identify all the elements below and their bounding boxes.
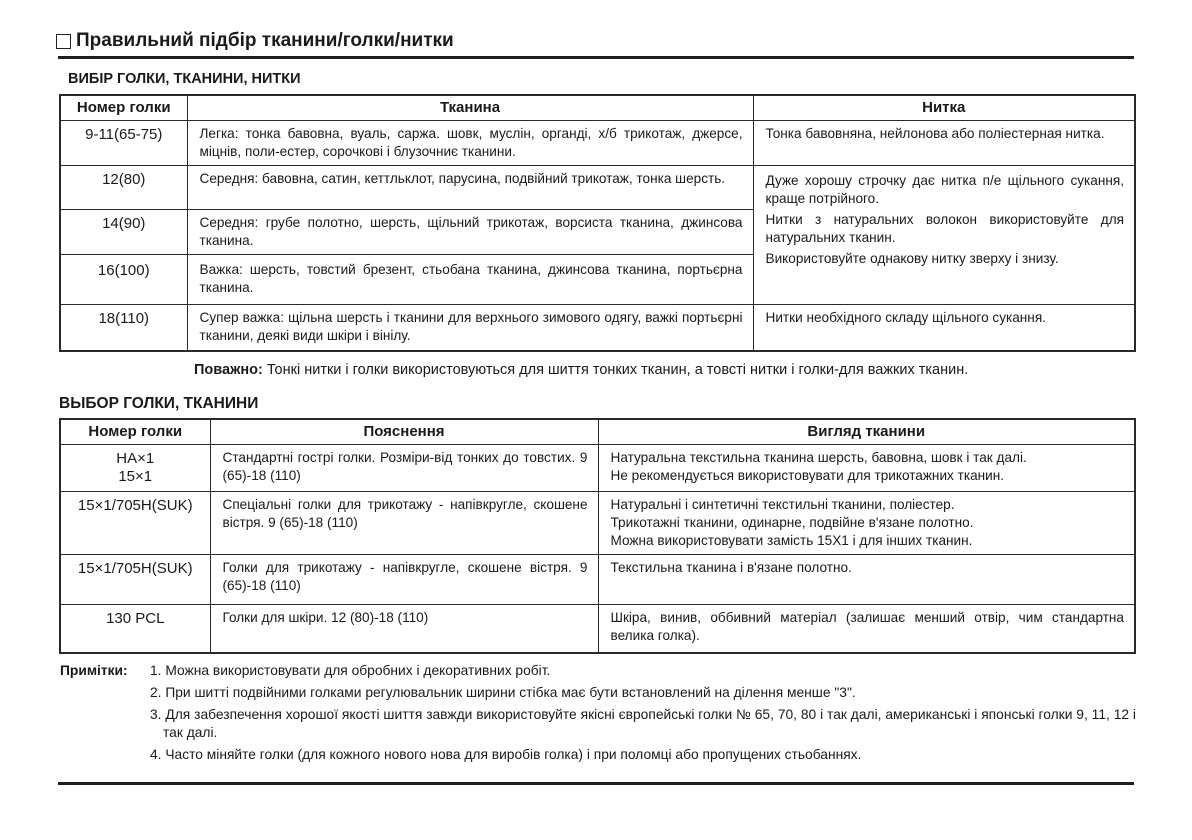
column-header-needle: Номер голки — [60, 419, 210, 445]
fabric-type — [598, 445, 1135, 492]
section1-heading: ВИБІР ГОЛКИ, ТКАНИНИ, НИТКИ — [68, 71, 301, 87]
needle-number: 12(80) — [60, 166, 187, 210]
fabric-line: Натуральні і синтетичні текстильні тканини, поліестер. — [610, 497, 955, 512]
fabric-line: Не рекомендується використовувати для трикотажних тканин. — [610, 468, 1005, 483]
table-row — [60, 492, 1135, 555]
fabric-description: Легка: тонка бавовна, вуаль, саржа. шовк, муслін, органді, х/б трикотаж, джерсе, міцнів, поли-естер, сорочкові і блузочниє тканини. — [187, 121, 753, 166]
section2-heading: ВЫБОР ГОЛКИ, ТКАНИНИ — [59, 395, 259, 412]
needle-number: 15×1/705H(SUK) — [60, 555, 210, 605]
title-divider — [58, 56, 1134, 59]
column-header-needle: Номер голки — [60, 95, 187, 121]
needle-explanation-table — [59, 418, 1136, 654]
note-item: 1. Можна використовувати для обробних і декоративних робіт. — [150, 663, 551, 678]
explanation: Стандартні гострі голки. Розміри-від тонких до товстих. 9 (65)-18 (110) — [210, 445, 598, 492]
fabric-line: Шкіра, винив, оббивний матеріал (залишає менший отвір, чим стандартна велика голка). — [610, 610, 1124, 643]
explanation: Спеціальні голки для трикотажу - напівкругле, скошене вістря. 9 (65)-18 (110) — [210, 492, 598, 555]
column-header-fabric-type: Вигляд тканини — [598, 419, 1135, 445]
note-item: 2. При шитті подвійними голками регулювальник ширини стібка має бути встановлений на ділення менше "3". — [150, 685, 856, 700]
needle-number: 18(110) — [60, 305, 187, 351]
fabric-type — [598, 605, 1135, 653]
thread-tip: Використовуйте однакову нитку зверху і знизу. — [765, 251, 1059, 266]
notes-section — [60, 662, 1136, 768]
table-header-row — [60, 95, 1135, 121]
needle-number — [60, 445, 210, 492]
notes-label: Примітки: — [60, 663, 128, 678]
fabric-description: Супер важка: щільна шерсть і тканини для верхнього зимового одягу, важкі портьєрні тканини, деякі види шкіри і вінілу. — [187, 305, 753, 351]
thread-tip: Нитки з натуральних волокон використовуйте для натуральних тканин. — [765, 212, 1124, 245]
needle-code: HA×1 — [116, 450, 155, 467]
thread-description: Тонка бавовняна, нейлонова або поліестерная нитка. — [753, 121, 1135, 166]
needle-number: 16(100) — [60, 255, 187, 305]
fabric-description: Важка: шерсть, товстий брезент, стьобана тканина, джинсова тканина, портьєрна тканина. — [187, 255, 753, 305]
thread-tip: Дуже хорошу строчку дає нитка п/е щільного сукання, краще потрійного. — [765, 173, 1124, 206]
needle-fabric-thread-table — [59, 94, 1136, 352]
table-row — [60, 305, 1135, 351]
important-label: Поважно: — [194, 362, 263, 378]
table-header-row — [60, 419, 1135, 445]
explanation: Голки для шкіри. 12 (80)-18 (110) — [210, 605, 598, 653]
fabric-line: Можна використовувати замість 15X1 і для інших тканин. — [610, 533, 973, 548]
explanation: Голки для трикотажу - напівкругле, скошене вістря. 9 (65)-18 (110) — [210, 555, 598, 605]
needle-number: 14(90) — [60, 210, 187, 255]
table-row — [60, 121, 1135, 166]
thread-description: Нитки необхідного складу щільного сукання. — [753, 305, 1135, 351]
fabric-line: Трикотажні тканини, одинарне, подвійне в'язане полотно. — [610, 515, 974, 530]
fabric-line: Натуральна текстильна тканина шерсть, бавовна, шовк і так далі. — [610, 450, 1027, 465]
checkbox-square-icon — [56, 34, 71, 49]
notes-list — [60, 662, 1136, 764]
fabric-line: Текстильна тканина і в'язане полотно. — [610, 560, 852, 575]
needle-number: 130 PCL — [60, 605, 210, 653]
table-row — [60, 166, 1135, 210]
fabric-description: Середня: грубе полотно, шерсть, щільний трикотаж, ворсиста тканина, джинсова тканина. — [187, 210, 753, 255]
fabric-description: Середня: бавовна, сатин, кеттльклот, парусина, подвійний трикотаж, тонка шерсть. — [187, 166, 753, 210]
fabric-type — [598, 492, 1135, 555]
needle-number: 15×1/705H(SUK) — [60, 492, 210, 555]
fabric-type — [598, 555, 1135, 605]
column-header-fabric: Тканина — [187, 95, 753, 121]
table-row — [60, 555, 1135, 605]
note-item: 4. Часто міняйте голки (для кожного нового нова для виробів голка) і при поломці або пропущених стьобаннях. — [150, 747, 862, 762]
column-header-thread: Нитка — [753, 95, 1135, 121]
needle-code: 15×1 — [118, 468, 153, 485]
table-row — [60, 445, 1135, 492]
table-row — [60, 605, 1135, 653]
important-text: Тонкі нитки і голки використовуються для шиття тонких тканин, а товсті нитки і голки-для важких тканин. — [262, 362, 969, 378]
thread-description-merged — [753, 166, 1135, 305]
page-title — [56, 30, 454, 52]
needle-number: 9-11(65-75) — [60, 121, 187, 166]
page-title-text: Правильний підбір тканини/голки/нитки — [76, 30, 454, 51]
footer-divider — [58, 782, 1134, 785]
column-header-explanation: Пояснення — [210, 419, 598, 445]
note-item: 3. Для забезпечення хорошої якості шиття завжди використовуйте якісні європейські голки № 65, 70, 80 і так далі, американські і японські голки 9, 11, 12 і так далі. — [150, 707, 1136, 740]
important-note — [194, 362, 968, 378]
